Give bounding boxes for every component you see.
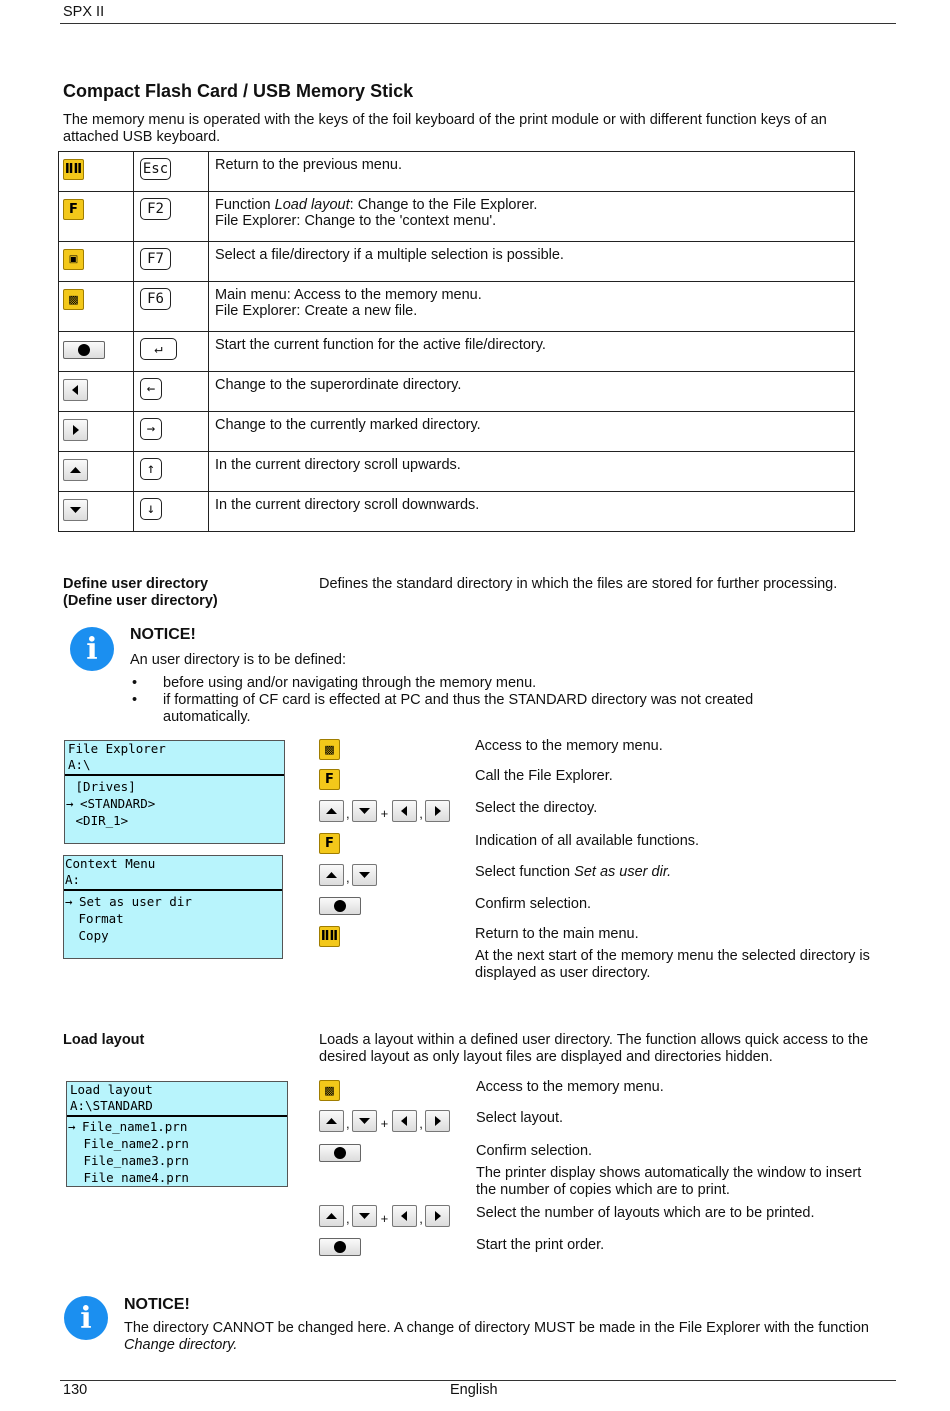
left-key-icon: ← <box>140 378 162 400</box>
step-text: Select function Set as user dir. <box>475 864 672 880</box>
load-layout-desc-2: desired layout as only layout files are displayed and directories hidden. <box>319 1049 773 1065</box>
lcd-line: File name4.prn <box>76 1170 189 1185</box>
lcd-file-explorer <box>64 740 285 844</box>
lcd-line: Copy <box>71 928 109 943</box>
arrow-down-icon <box>63 499 88 521</box>
load-layout-desc: Loads a layout within a defined user directory. The function allows quick access to the <box>319 1032 869 1048</box>
enter-key-icon: ↵ <box>140 338 177 360</box>
lcd-line: File Explorer <box>68 741 166 756</box>
comma-sep: , <box>346 1116 350 1131</box>
arrow-down-icon <box>352 1205 377 1227</box>
menu-key-icon: ⅡⅡ <box>63 159 84 180</box>
row-desc: Start the current function for the active file/directory. <box>215 337 546 353</box>
notice-bullet-2-cont: automatically. <box>163 709 251 725</box>
lcd-line: <DIR_1> <box>68 813 129 828</box>
section-heading: Compact Flash Card / USB Memory Stick <box>63 81 414 101</box>
row-desc-2: File Explorer: Create a new file. <box>215 303 418 319</box>
table-row <box>59 372 855 412</box>
note-text-2: the number of copies which are to print. <box>476 1182 730 1198</box>
memory-key-icon: ▩ <box>63 289 84 310</box>
row-desc: Change to the superordinate directory. <box>215 377 462 393</box>
step-text: Access to the memory menu. <box>475 738 663 754</box>
step-text: Select the directoy. <box>475 800 598 816</box>
arrow-right-icon <box>63 419 88 441</box>
ok-key-icon <box>319 897 361 915</box>
after-text: At the next start of the memory menu the selected directory is <box>475 948 870 964</box>
lcd-line: A:\STANDARD <box>70 1098 153 1113</box>
plus-sep: + <box>380 806 389 821</box>
function-key-icon: F <box>319 833 340 854</box>
table-row <box>59 192 855 242</box>
arrow-left-icon <box>63 379 88 401</box>
multi-select-key-icon: ▣ <box>63 249 84 270</box>
plus-sep: + <box>380 1116 389 1131</box>
step-text: Confirm selection. <box>476 1143 593 1159</box>
down-key-icon: ↓ <box>140 498 162 520</box>
lcd-line: Format <box>71 911 124 926</box>
lcd-line: File_name1.prn <box>82 1119 188 1134</box>
step-text: Select the number of layouts which are to be printed. <box>476 1205 815 1221</box>
memory-key-icon: ▩ <box>319 739 340 760</box>
table-row <box>59 492 855 532</box>
bullet-icon: • <box>132 675 138 691</box>
step-text: Start the print order. <box>476 1237 605 1253</box>
footer-rule <box>60 1380 896 1381</box>
table-row <box>59 152 855 192</box>
arrow-up-icon <box>319 1110 344 1132</box>
header-title: SPX II <box>63 4 105 20</box>
row-desc: Main menu: Access to the memory menu. <box>215 287 482 303</box>
lcd-line: A: <box>65 872 81 887</box>
lcd-cursor-icon: → <box>68 1119 76 1134</box>
notice-bullet-1: before using and/or navigating through the memory menu. <box>163 675 537 691</box>
step-text: Indication of all available functions. <box>475 833 700 849</box>
key-table <box>58 151 855 532</box>
arrow-up-icon <box>319 864 344 886</box>
right-key-icon: → <box>140 418 162 440</box>
lcd-line: File_name3.prn <box>76 1153 189 1168</box>
table-row <box>59 242 855 282</box>
notice-bullet-2: if formatting of CF card is effected at PC and thus the STANDARD directory was not created <box>163 692 754 708</box>
function-key-icon: F <box>319 769 340 790</box>
lcd-cursor-icon: → <box>65 894 73 909</box>
lcd-line: File_name2.prn <box>76 1136 189 1151</box>
table-row <box>59 282 855 332</box>
ok-key-icon <box>319 1238 361 1256</box>
ok-key-icon <box>63 341 105 359</box>
notice-text: The directory CANNOT be changed here. A change of directory MUST be made in the File Explorer with the function <box>124 1320 869 1336</box>
lcd-line: <STANDARD> <box>80 796 156 811</box>
arrow-left-icon <box>392 1205 417 1227</box>
notice-emphasis: Change directory. <box>124 1337 238 1353</box>
arrow-down-icon <box>352 1110 377 1132</box>
step-text: Access to the memory menu. <box>476 1079 664 1095</box>
arrow-right-icon <box>425 800 450 822</box>
table-row <box>59 332 855 372</box>
note-text: The printer display shows automatically the window to insert <box>476 1165 862 1181</box>
comma-sep: , <box>419 1211 423 1226</box>
info-icon: i <box>70 627 114 671</box>
row-desc: Change to the currently marked directory. <box>215 417 481 433</box>
define-dir-subtitle: (Define user directory) <box>63 593 218 609</box>
step-text: Confirm selection. <box>475 896 592 912</box>
row-desc: In the current directory scroll upwards. <box>215 457 461 473</box>
arrow-left-icon <box>392 1110 417 1132</box>
lcd-cursor-icon: → <box>66 796 74 811</box>
esc-key-icon: Esc <box>140 158 171 180</box>
arrow-right-icon <box>425 1205 450 1227</box>
arrow-up-icon <box>63 459 88 481</box>
lcd-line: [Drives] <box>68 779 136 794</box>
row-desc-2: File Explorer: Change to the 'context menu'. <box>215 213 497 229</box>
row-desc: Return to the previous menu. <box>215 157 402 173</box>
arrow-up-icon <box>319 800 344 822</box>
comma-sep: , <box>346 806 350 821</box>
lcd-line: A:\ <box>68 757 91 772</box>
arrow-right-icon <box>425 1110 450 1132</box>
up-key-icon: ↑ <box>140 458 162 480</box>
lcd-line: Context Menu <box>65 856 156 871</box>
menu-key-icon: ⅡⅡ <box>319 926 340 947</box>
f7-key-icon: F7 <box>140 248 171 270</box>
arrow-down-icon <box>352 864 377 886</box>
arrow-up-icon <box>319 1205 344 1227</box>
row-desc: In the current directory scroll downwards. <box>215 497 480 513</box>
section-intro: The memory menu is operated with the keys of the foil keyboard of the print module or with different function keys of an attached USB keyboard. <box>63 112 827 145</box>
f2-key-icon: F2 <box>140 198 171 220</box>
table-row <box>59 412 855 452</box>
step-text: Return to the main menu. <box>475 926 639 942</box>
info-icon: i <box>64 1296 108 1340</box>
comma-sep: , <box>419 1116 423 1131</box>
notice-title: NOTICE! <box>130 626 196 643</box>
f6-key-icon: F6 <box>140 288 171 310</box>
lcd-line: Load layout <box>70 1082 153 1097</box>
load-layout-title: Load layout <box>63 1032 145 1048</box>
bullet-icon: • <box>132 692 138 708</box>
define-dir-title: Define user directory <box>63 576 209 592</box>
step-text: Call the File Explorer. <box>475 768 613 784</box>
table-row <box>59 452 855 492</box>
row-desc: Select a file/directory if a multiple selection is possible. <box>215 247 564 263</box>
lcd-load-layout <box>66 1081 288 1187</box>
comma-sep: , <box>346 1211 350 1226</box>
lcd-line: Set as user dir <box>79 894 192 909</box>
step-text: Select layout. <box>476 1110 564 1126</box>
lcd-context-menu <box>63 855 283 959</box>
arrow-down-icon <box>352 800 377 822</box>
plus-sep: + <box>380 1211 389 1226</box>
page-number: 130 <box>63 1382 88 1398</box>
after-text-2: displayed as user directory. <box>475 965 651 981</box>
comma-sep: , <box>419 806 423 821</box>
notice-text: An user directory is to be defined: <box>130 652 347 668</box>
ok-key-icon <box>319 1144 361 1162</box>
footer-language: English <box>450 1382 498 1398</box>
row-desc: Function Load layout: Change to the File Explorer. <box>215 197 538 213</box>
header-rule <box>60 23 896 24</box>
memory-key-icon: ▩ <box>319 1080 340 1101</box>
define-dir-desc: Defines the standard directory in which the files are stored for further processing. <box>319 576 838 592</box>
notice-title: NOTICE! <box>124 1296 190 1313</box>
function-key-icon: F <box>63 199 84 220</box>
arrow-left-icon <box>392 800 417 822</box>
comma-sep: , <box>346 870 350 885</box>
